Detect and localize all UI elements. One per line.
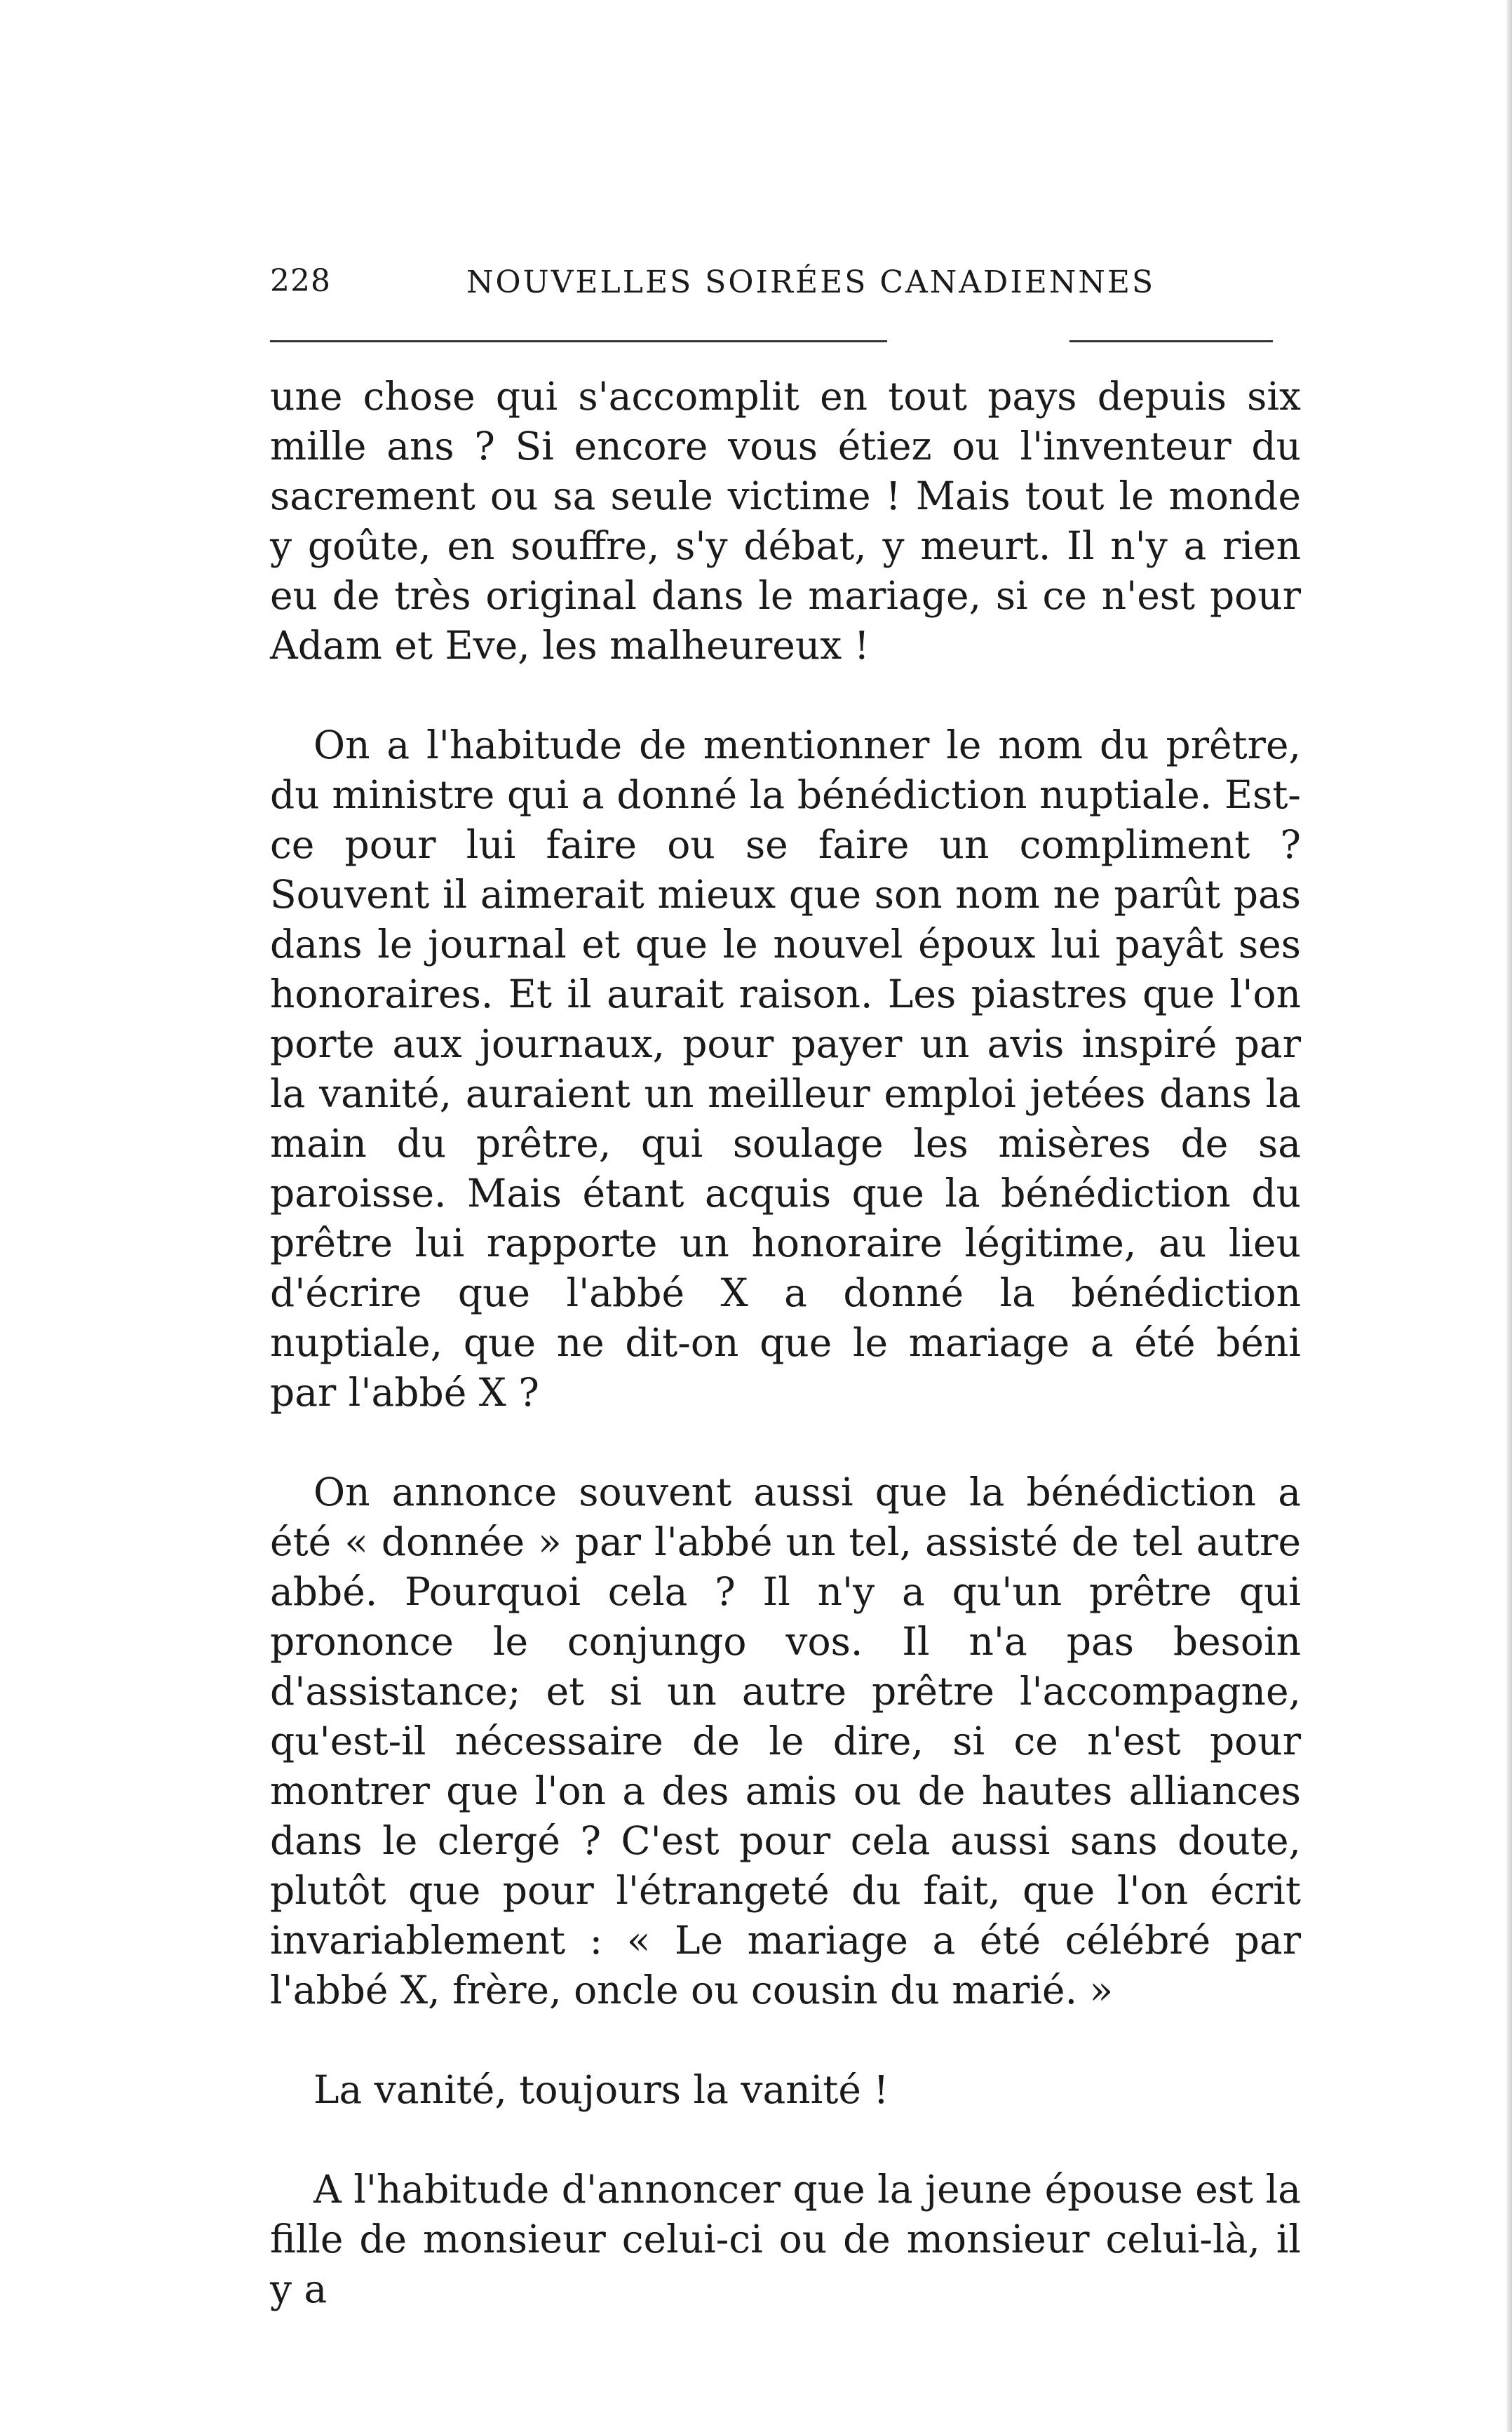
header-rule-left (270, 340, 887, 342)
paragraph-2: On a l'habitude de mentionner le nom du prêtre, du ministre qui a donné la bénédiction nuptiale. Est-ce pour lui faire ou se faire un compliment ? Souvent il aimerait mieux que son nom ne parût pas dans le journal et que le nouvel époux lui payât ses honoraires. Et il aurait raison. Les piastres que l'on porte aux journaux, pour payer un avis inspiré par la vanité, auraient un meilleur emploi jetées dans la main du prêtre, qui soulage les misères de sa paroisse. Mais étant acquis que la bénédiction du prêtre lui rapporte un honoraire légitime, au lieu d'écrire que l'abbé X a donné la bénédiction nuptiale, que ne dit-on que le mariage a été béni par l'abbé X ? (270, 723, 1301, 1415)
running-title: NOUVELLES SOIRÉES CANADIENNES (466, 264, 1156, 300)
paragraph-3: On annonce souvent aussi que la bénédiction a été « donnée » par l'abbé un tel, assisté de tel autre abbé. Pourquoi cela ? Il n'y a qu'un prêtre qui prononce le conjungo vos. Il n'a pas besoin d'assistance; et si un autre prêtre l'accompagne, qu'est-il nécessaire de le dire, si ce n'est pour montrer que l'on a des amis ou de hautes alliances dans le clergé ? C'est pour cela aussi sans doute, plutôt que pour l'étrangeté du fait, que l'on écrit invariablement : « Le mariage a été célébré par l'abbé X, frère, oncle ou cousin du marié. » (270, 1470, 1301, 2013)
page-header (270, 263, 1273, 312)
page-number: 228 (270, 263, 331, 299)
header-rule-right (1069, 340, 1273, 342)
paragraph-1: une chose qui s'accomplit en tout pays depuis six mille ans ? Si encore vous étiez ou l'inventeur du sacrement ou sa seule victime ! Mais tout le monde y goûte, en souffre, s'y débat, y meurt. Il n'y a rien eu de très original dans le mariage, si ce n'est pour Adam et Eve, les malheureux ! (270, 374, 1301, 668)
body-text (270, 372, 1301, 2364)
paragraph-5: A l'habitude d'annoncer que la jeune épouse est la fille de monsieur celui-ci ou de monsieur celui-là, il y a (270, 2167, 1301, 2311)
page-edge (1506, 0, 1512, 2432)
paragraph-4: La vanité, toujours la vanité ! (313, 2067, 889, 2112)
